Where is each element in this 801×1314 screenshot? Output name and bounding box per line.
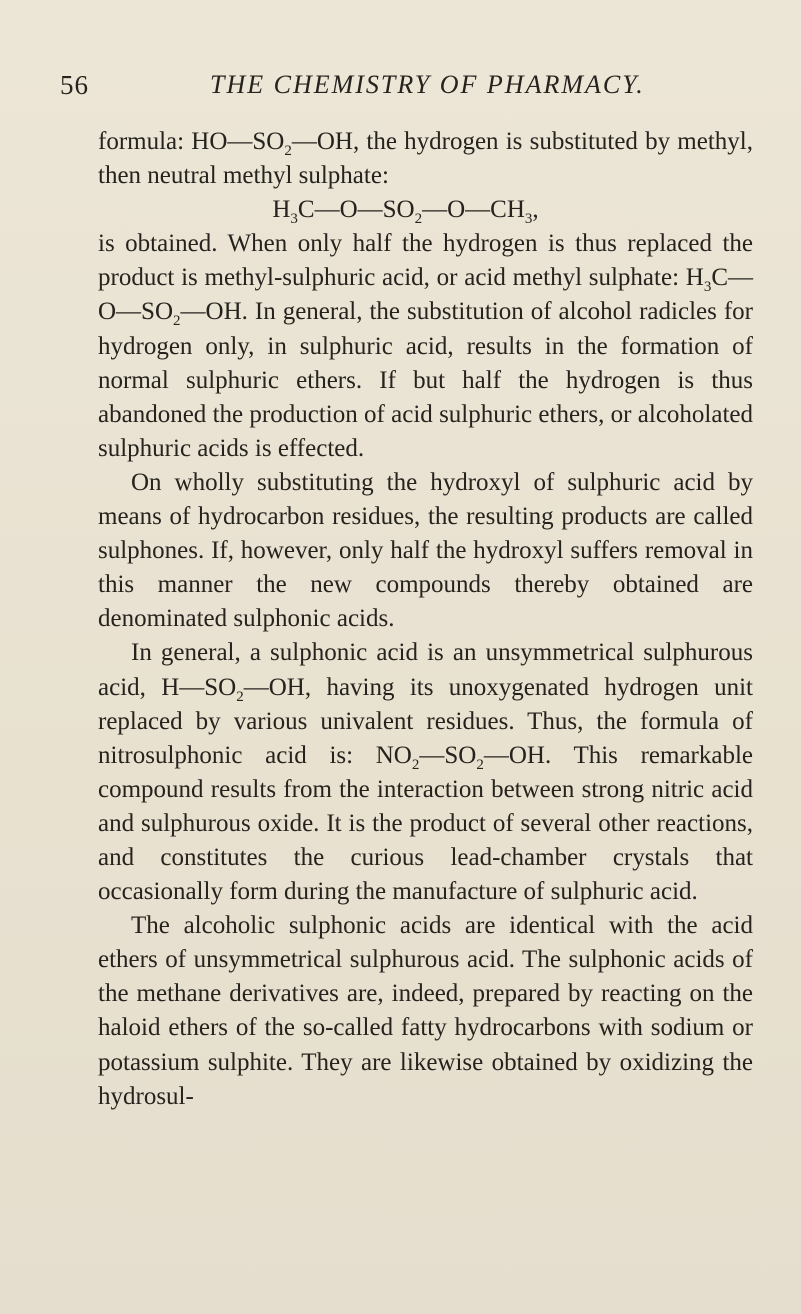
text-run: —OH. This remarkable compound results from the interaction between strong nitric acid and sulphurous oxide. It is the product of several other reactions, and constitutes the curious lead-chamber crystals that occasionally form during the manufacture of sulphuric acid. [98, 741, 753, 906]
subscript: 3 [703, 279, 712, 296]
text-run: H [272, 196, 291, 224]
text-run: C—O—SO [98, 264, 753, 326]
text-run: —OH, having its unoxygenated hydrogen unit replaced by various univalent residues. Thus, the formula of nitrosulphonic acid is: NO [98, 673, 753, 769]
text-run: The alcoholic sulphonic acids are identical with the acid ethers of unsymmetrical sulphurous acid. The sulphonic acids of the methane derivatives are, indeed, prepared by reacting on the haloid ethers of the so-called fatty hydrocarbons with sodium or potassium sulphite. They are likewise obtained by oxidizing the hydrosul- [98, 912, 753, 1110]
subscript: 3 [290, 211, 298, 228]
subscript: 2 [173, 313, 181, 330]
paragraph [98, 636, 753, 909]
text-run: , [532, 196, 539, 224]
subscript: 2 [284, 143, 292, 159]
subscript: 2 [236, 688, 244, 705]
paragraph [98, 909, 753, 1114]
text-run: —OH, the hydrogen is substituted by methyl, then neutral methyl sulphate: [98, 128, 753, 190]
subscript: 2 [411, 756, 420, 773]
text-run: —OH. In general, the substitution of alcohol radicles for hydrogen only, in sulphuric acid, results in the formation of normal sulphuric ethers. If but half the hydrogen is thus abandoned the production of acid sulphuric ethers, or alcoholated sulphuric acids is effected. [98, 298, 753, 462]
page-number: 56 [60, 70, 89, 100]
text-run: On wholly substituting the hydroxyl of sulphuric acid by means of hydrocarbon residues, the resulting products are called sulphones. If, however, only half the hydroxyl suffers removal in this manner the new compounds thereby obtained are denominated sulphonic acids. [98, 468, 753, 633]
text-run: —O—CH [422, 196, 525, 224]
text-run: is obtained. When only half the hydrogen is thus replaced the product is methyl-sulphuric acid, or acid methyl sulphate: H [98, 230, 753, 292]
subscript: 3 [524, 211, 533, 228]
text-run: C—O—SO [297, 196, 415, 224]
paragraph [98, 227, 753, 466]
subscript: 2 [476, 756, 484, 773]
running-title: THE CHEMISTRY OF PHARMACY. [210, 70, 645, 99]
text-run: —SO [419, 741, 477, 769]
body-text [98, 125, 753, 1114]
text-run: formula: HO—SO [98, 128, 285, 155]
paragraph [98, 466, 753, 636]
formula-line [98, 193, 753, 227]
subscript: 2 [414, 211, 423, 228]
page-header [60, 70, 761, 110]
paragraph [98, 125, 753, 193]
text-run: In general, a sulphonic acid is an unsymmetrical sulphurous acid, H—SO [98, 639, 753, 701]
